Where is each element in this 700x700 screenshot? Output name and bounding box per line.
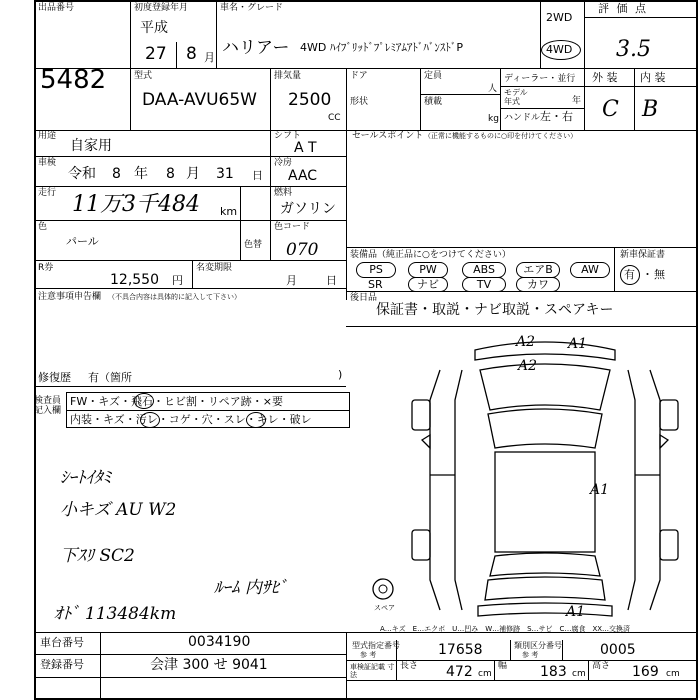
notes-label: 注意事項申告欄 [38, 292, 102, 302]
ac-value: AAC [288, 168, 318, 184]
height-label: 高さ [592, 661, 611, 671]
ref-1: 参 考 [360, 651, 377, 659]
recycle-label: R券 [38, 263, 54, 273]
repair-close: ) [338, 368, 343, 381]
car-name-label: 車名・グレード [220, 3, 284, 13]
displacement-value: 2500 [288, 90, 332, 110]
name-change-month: 月 [286, 274, 297, 287]
exterior-label: 外 装 [592, 71, 618, 84]
fuel-label: 燃料 [274, 188, 293, 198]
ref-2: 参 考 [522, 651, 539, 659]
after-value: 保証書・取説・ナビ取説・スペアキー [376, 302, 614, 318]
era-heisei: 平成 [140, 20, 168, 36]
mark-a1-front: A1 [568, 336, 588, 352]
new-car-no: 無 [654, 268, 665, 281]
use-label: 用途 [38, 131, 57, 141]
note-line1: ｼｰﾄｲﾀﾐ [60, 468, 111, 488]
color-change-label: 色替 [244, 240, 263, 250]
insp-month: 8 [166, 166, 175, 182]
capacity-unit: 人 [488, 84, 498, 94]
height-cm: cm [666, 669, 680, 679]
drive-4wd: 4WD [546, 43, 573, 56]
model-label: 型式 [134, 71, 153, 81]
recycle-value: 12,550 [110, 272, 159, 288]
spare-label: スペア [374, 604, 395, 612]
note-line5: ｵﾄﾞ 113484km [54, 604, 177, 624]
name-change-label: 名変期限 [196, 263, 233, 273]
color-label: 色 [38, 222, 48, 232]
length-cm: cm [478, 669, 492, 679]
ac-label: 冷房 [274, 158, 293, 168]
length-label: 長さ [400, 661, 419, 671]
model-year-label: モデル 年式 [504, 88, 528, 106]
capacity-label: 定員 [424, 71, 443, 81]
mark-a2-hood: A2 [518, 358, 538, 374]
score-label: 評 価 点 [598, 2, 648, 15]
height-value: 169 [632, 664, 659, 680]
chassis-value: 0034190 [188, 634, 251, 650]
first-reg-label: 初度登録年月 [134, 3, 189, 13]
reg-month: 8 [186, 44, 197, 64]
lot-number: 5482 [40, 65, 107, 95]
reg-year: 27 [145, 44, 167, 64]
note-line3: 下ｽﾘ SC2 [60, 546, 135, 566]
use-value: 自家用 [70, 138, 112, 154]
interior-grade: B [642, 97, 659, 122]
year-unit: 年 [572, 96, 582, 106]
width-cm: cm [572, 669, 586, 679]
note-line2: 小キズ AU W2 [60, 500, 177, 520]
sales-point-label: セールスポイント [352, 131, 424, 141]
inspection-label: 車検 [38, 158, 57, 168]
equip-aw: AW [570, 262, 610, 278]
type-designation-label: 型式指定番号 [352, 641, 400, 650]
reiwa: 令和 [68, 166, 96, 182]
repair-label: 修復歴 [38, 371, 71, 384]
repair-value: 有（箇所 [88, 371, 132, 384]
width-value: 183 [540, 664, 567, 680]
insp-day-char: 日 [252, 169, 263, 182]
chassis-label: 車台番号 [40, 636, 84, 649]
insp-month-char: 月 [186, 166, 200, 182]
mileage-value: 11万3千484 [72, 192, 200, 217]
handle-value: 左・右 [540, 110, 573, 123]
inspector-row2: 内装・キズ・汚レ・コゲ・穴・スレ・キレ・破レ [70, 413, 312, 426]
new-car-dot: ・ [642, 268, 653, 281]
color-code-label: 色コード [274, 222, 311, 232]
plate-label: 登録番号 [40, 658, 84, 671]
equipment-label: 装備品（純正品に○をつけてください） [350, 250, 511, 260]
category-value: 0005 [600, 642, 636, 658]
type-designation-value: 17658 [438, 642, 483, 658]
model-value: DAA-AVU65W [142, 90, 257, 110]
interior-label: 内 装 [640, 71, 666, 84]
door-label: ドア [350, 71, 368, 81]
equip-sr: SR [368, 278, 383, 291]
reg-month-unit: 月 [204, 51, 215, 64]
plate-value: 会津 300 せ 9041 [150, 657, 268, 673]
equip-leather: カワ [516, 277, 560, 292]
new-car-label: 新車保証書 [620, 250, 666, 260]
inspector-label: 検査員 記入欄 [34, 396, 62, 416]
mark-a2-front: A2 [516, 334, 536, 350]
sales-point-note: （正常に機能するものに○印を付けてください） [424, 132, 578, 140]
equip-ps: PS [356, 262, 396, 278]
color-value: パール [66, 235, 99, 248]
cc-unit: CC [328, 113, 341, 123]
after-label: 後日品 [350, 293, 378, 303]
shape-label: 形状 [350, 97, 369, 107]
equip-navi: ナビ [408, 277, 448, 292]
insp-day: 31 [216, 166, 234, 182]
score-value: 3.5 [616, 37, 651, 62]
mileage-label: 走行 [38, 188, 57, 198]
equip-airbag: エアB [516, 262, 560, 278]
insp-year: 8 [112, 166, 121, 182]
mark-a1-side: A1 [590, 482, 610, 498]
width-label: 幅 [498, 661, 508, 671]
equip-tv: TV [462, 277, 506, 292]
inspector-row1: FW・キズ・飛石・ヒビ割・リペア跡・×要 [70, 395, 283, 408]
shift-value: A T [294, 140, 317, 156]
spare-tire-icon [370, 576, 396, 602]
displacement-label: 排気量 [274, 71, 302, 81]
recycle-yen: 円 [172, 274, 183, 287]
new-car-yes: 有 [624, 268, 635, 281]
note-line4: ﾙｰﾑ 内ｻﾋﾞ [214, 578, 288, 598]
lot-label: 出品番号 [38, 3, 75, 13]
mark-a1-rear: A1 [566, 604, 586, 620]
car-diagram [400, 330, 690, 630]
insp-year-char: 年 [134, 166, 148, 182]
length-value: 472 [446, 664, 473, 680]
load-label: 積載 [424, 97, 443, 107]
dims-label: 車検証記載 寸法 [350, 663, 395, 679]
fuel-value: ガソリン [280, 201, 336, 217]
handle-label: ハンドル [504, 113, 541, 123]
name-change-day: 日 [326, 274, 337, 287]
equip-pw: PW [408, 262, 448, 278]
equip-abs: ABS [462, 262, 506, 278]
load-unit: kg [488, 114, 499, 124]
km-unit: km [220, 205, 238, 218]
exterior-grade: C [602, 97, 619, 122]
category-label: 類別区分番号 [514, 641, 562, 650]
car-name: ハリアー [222, 38, 290, 58]
notes-sub: （不具合内容は具体的に記入して下さい） [108, 293, 241, 301]
damage-legend: A…キズ E…エクボ U…凹み W…補修跡 S…サビ C…腐食 XX…交換済 [380, 625, 631, 633]
shift-label: シフト [274, 131, 302, 141]
dealer-label: ディーラー・並行 [504, 74, 576, 84]
color-code-value: 070 [286, 240, 319, 260]
drive-2wd: 2WD [546, 11, 573, 24]
grade: 4WD ﾊｲﾌﾞﾘｯﾄﾞﾌﾟﾚﾐｱﾑｱﾄﾞﾊﾞﾝｽﾄﾞP [300, 41, 463, 54]
